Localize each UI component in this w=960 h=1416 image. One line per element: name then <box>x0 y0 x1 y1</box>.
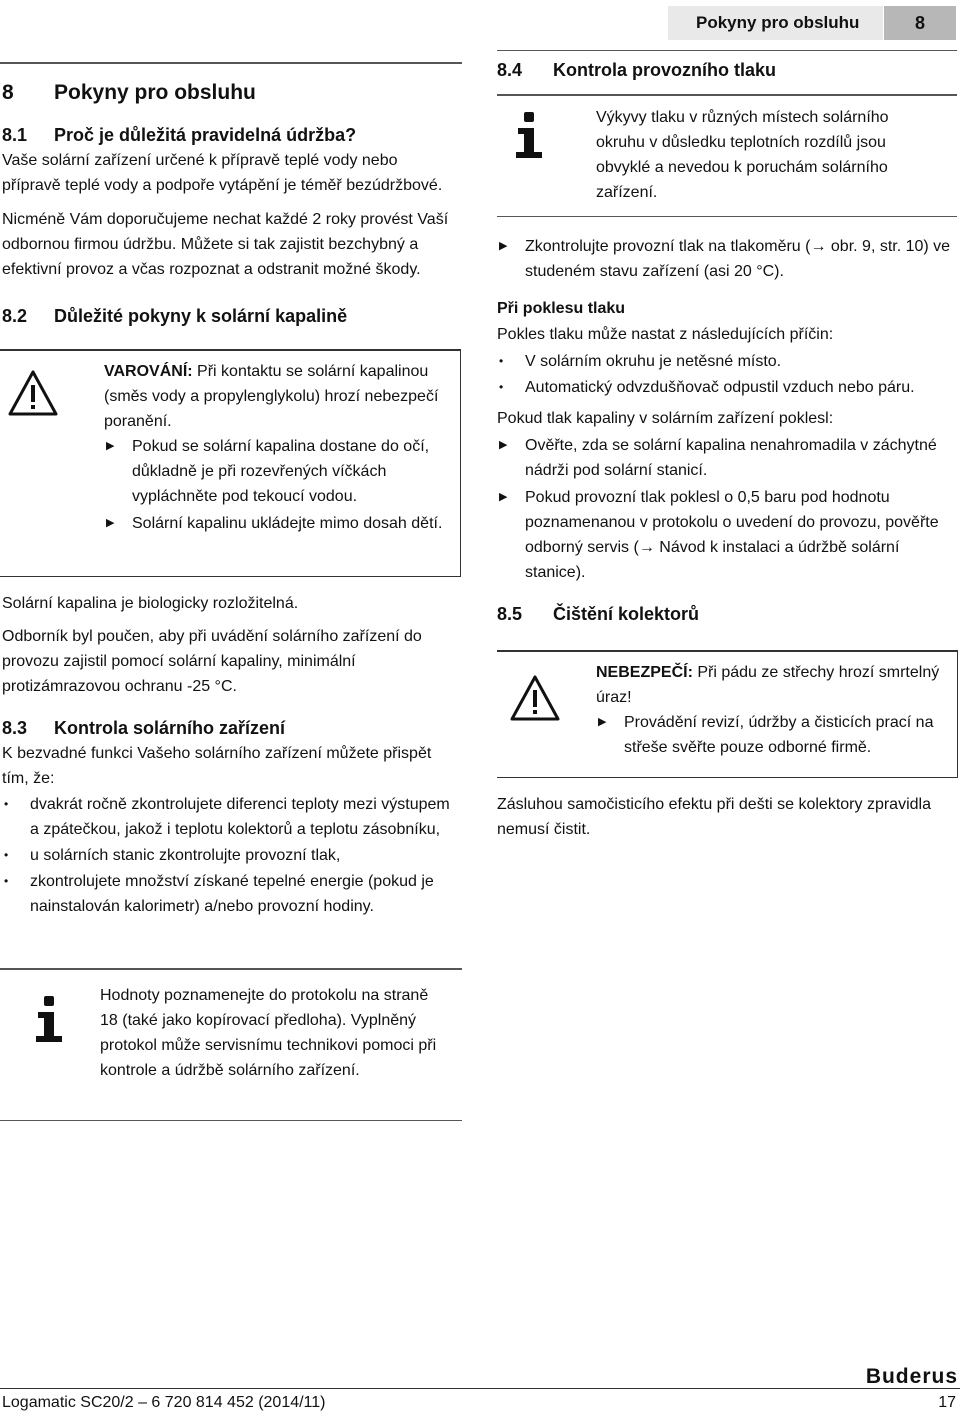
section-8-3-list <box>2 792 460 919</box>
list-item: • u solárních stanic zkontrolujte provozní tlak, <box>2 843 460 868</box>
pressure-drop-heading: Při poklesu tlaku <box>497 300 626 317</box>
danger-statement <box>596 660 951 710</box>
left-column <box>2 79 460 329</box>
chapter-heading <box>2 79 460 107</box>
section-title: Čištění kolektorů <box>553 604 700 624</box>
list-item: • dvakrát ročně zkontrolujete diferenci teploty mezi výstupem a zpátečkou, jakož i teplotu kolektorů a teplotu zásobníku, <box>2 792 460 842</box>
chapter-number-tab: 8 <box>884 6 956 40</box>
right-info-top-rule <box>497 94 957 96</box>
section-8-2-heading <box>2 303 460 329</box>
section-number: 8.3 <box>2 718 28 738</box>
info-note <box>100 983 440 1083</box>
pressure-drop-intro: Pokles tlaku může nastat z následujících příčin: <box>497 326 834 343</box>
section-title: Důležité pokyny k solární kapalině <box>54 306 348 326</box>
right-column-top-rule <box>497 50 957 51</box>
danger-content <box>596 660 951 760</box>
section-title: Kontrola provozního tlaku <box>553 60 776 80</box>
info-icon <box>36 996 66 1044</box>
section-8-5-heading <box>497 601 957 627</box>
warning-content <box>104 359 454 536</box>
section-8-5-body <box>497 792 957 842</box>
section-8-3-intro: K bezvadné funkci Vašeho solárního zařízení můžete přispět tím, že: <box>2 745 432 787</box>
warning-instructions <box>104 434 454 536</box>
section-8-1-heading <box>2 122 460 148</box>
warning-label: VAROVÁNÍ: <box>104 363 193 380</box>
info-box-top-rule <box>0 968 462 970</box>
info-note-text: Hodnoty poznamenejte do protokolu na straně 18 (také jako kopírovací předloha). Vyplněný protokol může servisnímu technikovi pomoci při kontrole a údržbě solárního zařízení. <box>100 987 437 1079</box>
left-column-top-rule <box>0 62 462 64</box>
check-pressure-step <box>497 234 957 284</box>
left-column-lower <box>2 591 460 919</box>
instruction-item: ▶ Zkontrolujte provozní tlak na tlakoměru (→ obr. 9, str. 10) ve studeném stavu zařízení (asi 20 °C). <box>497 234 957 284</box>
info-box-bottom-rule <box>0 1120 462 1121</box>
section-8-1-paragraph-2: Nicméně Vám doporučujeme nechat každé 2 roky provést Vaší odbornou firmou údržbu. Můžete si tak zajistit bezchybný a efektivní provoz a včas rozpoznat a odstranit možné škody. <box>2 211 449 278</box>
warning-statement <box>104 359 454 434</box>
right-info-bottom-rule <box>497 216 957 217</box>
instruction-item: ▶ Ověřte, zda se solární kapalina nenahromadila v záchytné nádrži pod solární stanicí. <box>497 433 957 483</box>
section-number: 8.5 <box>497 604 523 624</box>
section-8-5-paragraph: Zásluhou samočisticího efektu při dešti se kolektory zpravidla nemusí čistit. <box>497 796 931 838</box>
section-8-3-heading <box>2 715 460 741</box>
section-number: 8.1 <box>2 125 28 145</box>
pressure-drop-paragraph: Pokud tlak kapaliny v solárním zařízení poklesl: <box>497 410 834 427</box>
list-item: • zkontrolujete množství získané tepelné energie (pokud je nainstalován kalorimetr) a/nebo provozní hodiny. <box>2 869 460 919</box>
section-number: 8.2 <box>2 306 28 326</box>
warning-instruction-item: ▶ Pokud se solární kapalina dostane do očí, důkladně je při rozevřených víčkách vypláchněte pod tekoucí vodou. <box>104 434 454 509</box>
section-title: Kontrola solárního zařízení <box>54 718 286 738</box>
footer-rule <box>0 1388 960 1389</box>
list-item: • V solárním okruhu je netěsné místo. <box>497 349 957 374</box>
page-number: 17 <box>938 1394 956 1411</box>
footer-document-id: Logamatic SC20/2 – 6 720 814 452 (2014/11) <box>2 1394 326 1411</box>
section-number: 8.4 <box>497 60 523 80</box>
right-column-body <box>497 234 957 627</box>
instruction-item: ▶ Pokud provozní tlak poklesl o 0,5 baru pod hodnotu poznamenanou v protokolu o uvedení do provozu, pověřte odborný servis (→ Návod k instalaci a údržbě solární stanice). <box>497 485 957 585</box>
warning-text: Při kontaktu se solární kapalinou (směs vody a propylenglykolu) hrozí nebezpečí poranění. <box>104 363 439 430</box>
brand-logo: Buderus <box>865 1365 958 1388</box>
section-8-1-paragraph-1: Vaše solární zařízení určené k přípravě teplé vody nebo přípravě teplé vody a podpoře vytápění je téměř bezúdržbové. <box>2 152 443 194</box>
info-icon <box>516 112 546 160</box>
section-8-2-paragraph-2: Odborník byl poučen, aby při uvádění solárního zařízení do provozu zajistil pomocí solární kapaliny, minimální protizámrazovou ochranu -25 °C. <box>2 628 422 695</box>
danger-instructions <box>596 710 951 760</box>
danger-box <box>497 650 958 778</box>
warning-triangle-icon <box>509 674 561 722</box>
danger-label: NEBEZPEČÍ: <box>596 664 693 681</box>
right-column <box>497 57 957 83</box>
info-note-text: Výkyvy tlaku v různých místech solárního okruhu v důsledku teplotních rozdílů jsou obvyklé a nevedou k poruchám solárního zařízení. <box>596 109 889 201</box>
warning-icon-column <box>0 351 95 576</box>
section-8-4-heading <box>497 57 957 83</box>
danger-icon-column <box>497 652 592 777</box>
running-header-title: Pokyny pro obsluhu <box>696 13 860 32</box>
pressure-drop-steps <box>497 433 957 585</box>
warning-instruction-item: ▶ Solární kapalinu ukládejte mimo dosah dětí. <box>104 511 454 536</box>
section-8-2-paragraph-1: Solární kapalina je biologicky rozložitelná. <box>2 595 299 612</box>
section-title: Proč je důležitá pravidelná údržba? <box>54 125 357 145</box>
warning-box <box>0 349 461 577</box>
right-info-note <box>596 105 926 205</box>
chapter-heading-title: Pokyny pro obsluhu <box>54 81 256 104</box>
chapter-heading-number: 8 <box>2 81 14 104</box>
list-item: • Automatický odvzdušňovač odpustil vzduch nebo páru. <box>497 375 957 400</box>
warning-triangle-icon <box>7 369 59 417</box>
danger-text: Při pádu ze střechy hrozí smrtelný úraz! <box>596 664 940 706</box>
pressure-drop-causes <box>497 349 957 400</box>
danger-instruction-item: ▶ Provádění revizí, údržby a čisticích prací na střeše svěřte pouze odborné firmě. <box>596 710 951 760</box>
